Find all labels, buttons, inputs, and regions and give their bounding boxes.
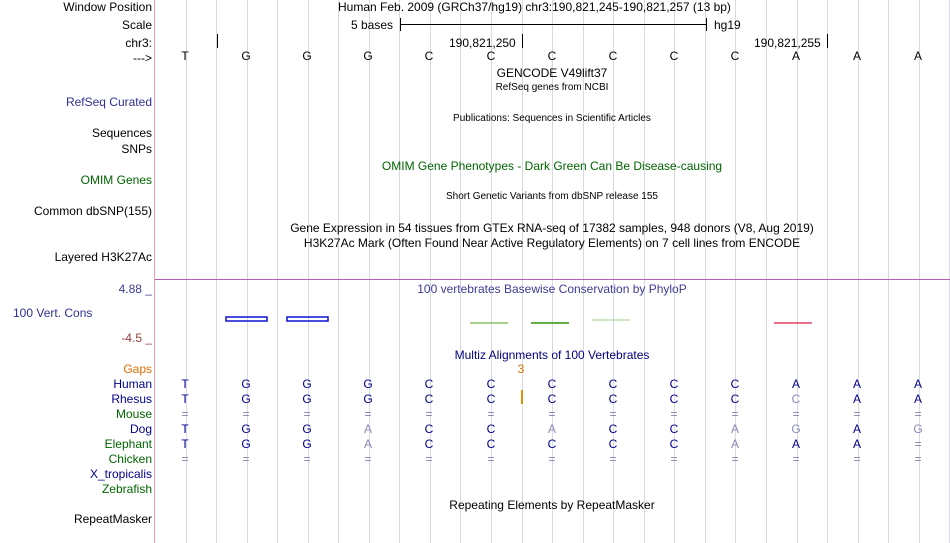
window-position-text: Human Feb. 2009 (GRCh37/hg19) chr3:190,821,245-190,821,257 (13 bp) — [338, 0, 731, 14]
position-label-1: 190,821,250 — [449, 36, 516, 50]
alignment-base: C — [669, 377, 679, 391]
alignment-base: G — [302, 392, 312, 406]
alignment-base: = — [670, 452, 678, 466]
alignment-base: C — [424, 422, 434, 436]
alignment-base: G — [791, 422, 801, 436]
alignment-base: G — [302, 422, 312, 436]
alignment-base: A — [363, 437, 373, 451]
alignment-base: T — [181, 437, 189, 451]
grid-line — [888, 0, 889, 543]
publications-title[interactable]: Publications: Sequences in Scientific Articles — [453, 113, 651, 124]
track-label-gaps[interactable]: Gaps — [123, 362, 152, 376]
species-label-mouse: Mouse — [115, 407, 152, 421]
alignment-base: A — [791, 437, 801, 451]
alignment-base: C — [486, 437, 496, 451]
alignment-base: = — [364, 407, 372, 421]
scale-bar-right-end — [706, 18, 707, 31]
scale-bar-left-end — [400, 18, 401, 31]
alignment-base: A — [852, 392, 862, 406]
conservation-graph — [155, 300, 950, 340]
alignment-base: A — [913, 392, 923, 406]
reference-base: T — [181, 49, 189, 63]
h3k27ac-title[interactable]: H3K27Ac Mark (Often Found Near Active Regulatory Elements) on 7 cell lines from ENCODE — [303, 236, 801, 250]
alignment-base: = — [548, 407, 556, 421]
alignment-base: T — [181, 377, 189, 391]
gencode-title[interactable]: GENCODE V49lift37 — [496, 66, 608, 80]
alignment-base: A — [547, 422, 557, 436]
grid-line — [338, 0, 339, 543]
alignment-base: G — [241, 437, 251, 451]
track-separator — [155, 279, 950, 280]
alignment-base: A — [852, 377, 862, 391]
alignment-base: = — [914, 407, 922, 421]
alignment-base: = — [303, 452, 311, 466]
reference-base: C — [730, 49, 740, 63]
reference-base: C — [608, 49, 618, 63]
alignment-base: C — [424, 437, 434, 451]
reference-base: A — [791, 49, 801, 63]
alignment-base: T — [181, 392, 189, 406]
alignment-base: C — [608, 377, 618, 391]
reference-base: G — [302, 49, 312, 63]
alignment-base: C — [730, 377, 740, 391]
reference-base: A — [852, 49, 862, 63]
alignment-base: = — [731, 407, 739, 421]
phylop-title[interactable]: 100 vertebrates Basewise Conservation by PhyloP — [417, 282, 687, 296]
reference-base: A — [913, 49, 923, 63]
position-label-2: 190,821,255 — [754, 36, 821, 50]
grid-line — [705, 0, 706, 543]
track-label-sequences[interactable]: Sequences — [91, 126, 152, 140]
position-tick-2 — [827, 34, 828, 48]
alignment-base: = — [609, 452, 617, 466]
alignment-base: A — [852, 422, 862, 436]
species-label-human: Human — [113, 377, 152, 391]
species-label-chicken: Chicken — [108, 452, 152, 466]
alignment-base: G — [241, 377, 251, 391]
species-label-elephant: Elephant — [104, 437, 152, 451]
reference-base: G — [363, 49, 373, 63]
scale-bar-text: 5 bases — [351, 18, 394, 32]
alignment-base: = — [853, 407, 861, 421]
alignment-base: = — [181, 407, 189, 421]
track-label-dbsnp[interactable]: Common dbSNP(155) — [33, 204, 152, 218]
track-label-cons[interactable]: 100 Vert. Cons — [13, 306, 93, 320]
reference-base: C — [486, 49, 496, 63]
reference-base: C — [424, 49, 434, 63]
scale-bar — [400, 24, 706, 25]
alignment-base: C — [547, 392, 557, 406]
alignment-base: = — [792, 407, 800, 421]
reference-base: C — [547, 49, 557, 63]
species-label-rhesus: Rhesus — [111, 392, 152, 406]
species-label-dog: Dog — [129, 422, 152, 436]
alignment-base: = — [731, 452, 739, 466]
alignment-base: = — [548, 452, 556, 466]
alignment-base: A — [730, 422, 740, 436]
track-label-repeatmasker[interactable]: RepeatMasker — [73, 512, 152, 526]
grid-line — [277, 0, 278, 543]
alignment-base: G — [363, 392, 373, 406]
alignment-base: C — [424, 392, 434, 406]
alignment-base: = — [609, 407, 617, 421]
alignment-base: = — [487, 452, 495, 466]
track-label-h3k27ac[interactable]: Layered H3K27Ac — [54, 250, 152, 264]
refseq-title[interactable]: RefSeq genes from NCBI — [495, 82, 609, 93]
alignment-base: = — [242, 407, 250, 421]
alignment-base: G — [363, 377, 373, 391]
reference-base: C — [669, 49, 679, 63]
alignment-base: = — [364, 452, 372, 466]
alignment-base: G — [241, 392, 251, 406]
gap-marker — [521, 390, 523, 404]
alignment-base: G — [241, 422, 251, 436]
grid-line — [216, 0, 217, 543]
species-label-zebrafish: Zebrafish — [101, 482, 152, 496]
multiz-title[interactable]: Multiz Alignments of 100 Vertebrates — [454, 348, 650, 362]
window-position-label: Window Position — [63, 0, 152, 14]
alignment-base: C — [608, 437, 618, 451]
cons-max-label: 4.88 _ — [118, 282, 152, 296]
alignment-base: = — [242, 452, 250, 466]
alignment-base: C — [608, 422, 618, 436]
alignment-base: C — [730, 392, 740, 406]
alignment-base: = — [853, 452, 861, 466]
alignment-base: = — [914, 437, 922, 451]
grid-line — [644, 0, 645, 543]
grid-line — [460, 0, 461, 543]
dbsnp-title[interactable]: Short Genetic Variants from dbSNP release 155 — [446, 191, 658, 202]
chrom-label: chr3: — [125, 36, 152, 50]
grid-line — [827, 0, 828, 543]
alignment-base: C — [669, 437, 679, 451]
alignment-base: G — [302, 377, 312, 391]
cons-bar-1 — [226, 317, 267, 321]
alignment-base: C — [669, 392, 679, 406]
alignment-base: C — [424, 377, 434, 391]
alignment-base: C — [486, 422, 496, 436]
alignment-base: G — [302, 437, 312, 451]
alignment-base: = — [487, 407, 495, 421]
alignment-base: = — [792, 452, 800, 466]
alignment-base: C — [608, 392, 618, 406]
label-divider — [154, 0, 155, 543]
alignment-base: = — [181, 452, 189, 466]
alignment-base: A — [913, 377, 923, 391]
species-label-x_tropicalis: X_tropicalis — [89, 467, 152, 481]
position-tick-1 — [522, 34, 523, 48]
alignment-base: = — [670, 407, 678, 421]
alignment-base: A — [363, 422, 373, 436]
alignment-base: A — [852, 437, 862, 451]
alignment-base: C — [486, 392, 496, 406]
grid-line — [399, 0, 400, 543]
alignment-base: = — [425, 452, 433, 466]
alignment-base: C — [547, 377, 557, 391]
alignment-base: = — [914, 452, 922, 466]
position-tick-0 — [217, 34, 218, 48]
cons-bar-2 — [287, 317, 328, 321]
alignment-base: C — [669, 422, 679, 436]
alignment-base: A — [791, 377, 801, 391]
alignment-base: C — [791, 392, 801, 406]
alignment-base: = — [303, 407, 311, 421]
track-label-refseq[interactable]: RefSeq Curated — [65, 95, 152, 109]
cons-min-label: -4.5 _ — [121, 331, 152, 345]
track-label-snps[interactable]: SNPs — [121, 142, 152, 156]
alignment-base: G — [913, 422, 923, 436]
repeatmasker-title[interactable]: Repeating Elements by RepeatMasker — [449, 498, 655, 512]
strand-toggle[interactable]: ---> — [133, 51, 152, 65]
reference-base: G — [241, 49, 251, 63]
alignment-base: C — [486, 377, 496, 391]
omim-title[interactable]: OMIM Gene Phenotypes - Dark Green Can Be Disease-causing — [381, 159, 723, 173]
alignment-base: C — [547, 437, 557, 451]
alignment-base: = — [425, 407, 433, 421]
grid-line — [766, 0, 767, 543]
alignment-base: A — [730, 437, 740, 451]
gtex-title[interactable]: Gene Expression in 54 tissues from GTEx RNA-seq of 17382 samples, 948 donors (V8, Aug 2019) — [290, 221, 814, 235]
track-label-omim[interactable]: OMIM Genes — [80, 173, 152, 187]
scale-assembly: hg19 — [714, 18, 741, 32]
gap-count: 3 — [517, 362, 525, 376]
alignment-base: T — [181, 422, 189, 436]
scale-label: Scale — [121, 18, 152, 32]
